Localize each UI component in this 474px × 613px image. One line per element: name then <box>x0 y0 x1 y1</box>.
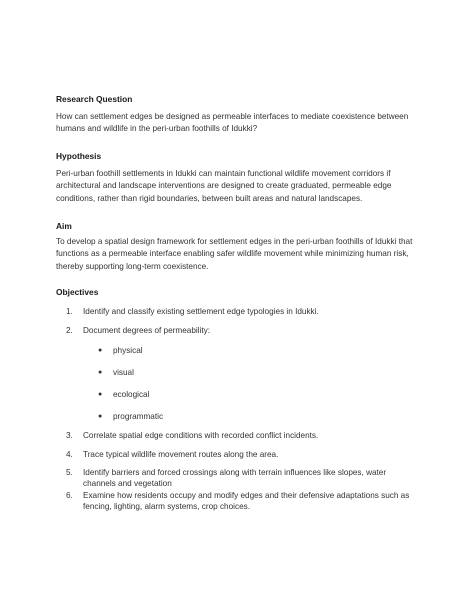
bullet-icon: ● <box>98 369 103 376</box>
objective-number: 4. <box>66 450 73 459</box>
objectives-heading: Objectives <box>56 287 99 297</box>
hypothesis-heading: Hypothesis <box>56 151 102 161</box>
permeability-item <box>98 389 149 400</box>
permeability-label: visual <box>113 368 134 377</box>
objective-item <box>66 490 421 513</box>
aim-text: To develop a spatial design framework for settlement edges in the peri-urban foothills of Idukki that functions as a permeable interface enabling safer wildlife movement while minimizing human risk, thereby supporting long-term coexistence. <box>56 237 413 271</box>
objective-text: Examine how residents occupy and modify edges and their defensive adaptations such as fencing, lighting, alarm systems, crop choices. <box>83 491 410 512</box>
bullet-icon: ● <box>98 391 103 398</box>
objective-number: 2. <box>66 326 73 335</box>
permeability-label: programmatic <box>113 412 164 421</box>
permeability-label: ecological <box>113 390 150 399</box>
objective-number: 5. <box>66 468 73 477</box>
objective-item <box>66 467 421 490</box>
objective-text: Document degrees of permeability: <box>83 326 210 335</box>
permeability-item <box>98 367 134 378</box>
objective-number: 6. <box>66 491 73 500</box>
bullet-icon: ● <box>98 413 103 420</box>
bullet-icon: ● <box>98 347 103 354</box>
hypothesis-text: Peri-urban foothill settlements in Idukki can maintain functional wildlife movement corridors if architectural and landscape interventions are designed to create graduated, permeable edge conditions, rather than rigid boundaries, between built areas and natural landscapes. <box>56 169 392 203</box>
objective-item <box>66 430 421 441</box>
research-question-heading: Research Question <box>56 94 133 104</box>
permeability-label: physical <box>113 346 143 355</box>
research-question-text: How can settlement edges be designed as permeable interfaces to mediate coexistence between humans and wildlife in the peri-urban foothills of Idukki? <box>56 112 409 134</box>
objective-text: Trace typical wildlife movement routes along the area. <box>83 450 279 459</box>
objective-number: 1. <box>66 307 73 316</box>
aim-heading: Aim <box>56 221 72 231</box>
objective-text: Correlate spatial edge conditions with recorded conflict incidents. <box>83 431 319 440</box>
objective-item <box>66 325 421 336</box>
objective-number: 3. <box>66 431 73 440</box>
permeability-item <box>98 345 143 356</box>
objective-item <box>66 449 421 460</box>
objective-text: Identify barriers and forced crossings along with terrain influences like slopes, water channels and vegetation <box>83 468 387 489</box>
objective-text: Identify and classify existing settlement edge typologies in Idukki. <box>83 307 319 316</box>
objective-item <box>66 306 421 317</box>
permeability-item <box>98 411 163 422</box>
